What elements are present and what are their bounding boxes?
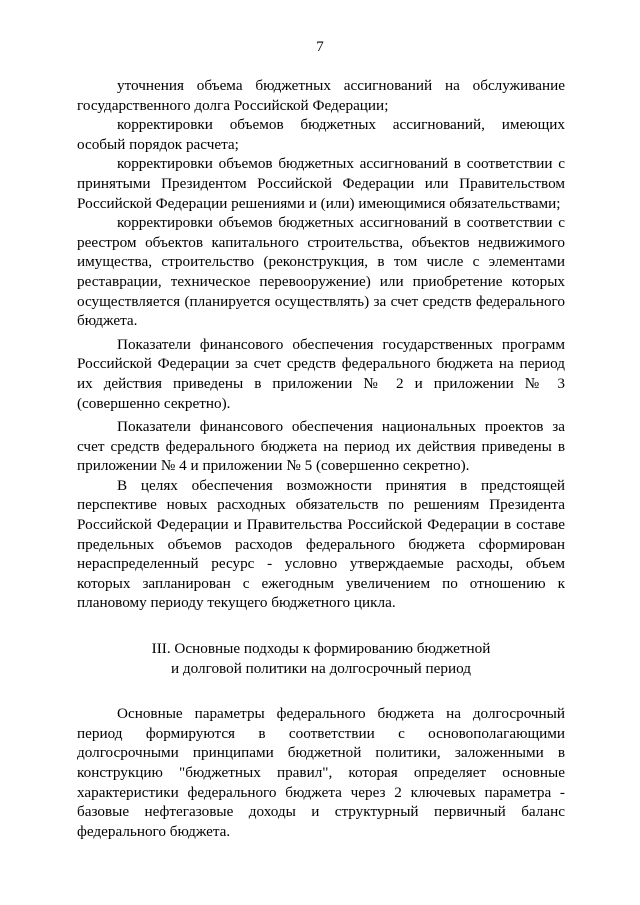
paragraph-national-projects: Показатели финансового обеспечения национальных проектов за счет средств федерального бюджета на период их действия приведены в приложении № 4 и приложении № 5 (совершенно секретно). (77, 418, 565, 475)
paragraph-president-decisions: корректировки объемов бюджетных ассигнований в соответствии с принятыми Президентом Российской Федерации или Правительством Российской Федерации решениями и (или) имеющимися обязательствами; (77, 155, 565, 212)
paragraph-debt-service: уточнения объема бюджетных ассигнований на обслуживание государственного долга Российской Федерации; (77, 77, 565, 114)
page-number: 7 (316, 39, 324, 55)
section-heading-line-1: III. Основные подходы к формированию бюджетной (151, 640, 491, 658)
section-heading (77, 639, 565, 678)
body-text (77, 76, 565, 841)
paragraph-capital-construction: корректировки объемов бюджетных ассигнований в соответствии с реестром объектов капитального строительства, объектов недвижимого имущества, строительство (реконструкция, в том числе с элементами реставрации, техническое перевооружение) или приобретение которых осуществляется (планируется осуществлять) за счет средств федерального бюджета. (77, 214, 565, 330)
paragraph-state-programs: Показатели финансового обеспечения государственных программ Российской Федерации за счет средств федерального бюджета на период их действия приведены в приложении № 2 и приложении № 3 (совершенно секретно). (77, 335, 565, 412)
paragraph-unallocated-resource: В целях обеспечения возможности принятия в предстоящей перспективе новых расходных обязательств по решениям Президента Российской Федерации и Правительства Российской Федерации в составе предельных объемов расходов федерального бюджета сформирован нераспределенный ресурс - условно утверждаемые расходы, объем которых запланирован с ежегодным увеличением по отношению к плановому периоду текущего бюджетного цикла. (77, 476, 565, 612)
paragraph-special-calculation: корректировки объемов бюджетных ассигнований, имеющих особый порядок расчета; (77, 116, 565, 153)
section-heading-line-2: и долговой политики на долгосрочный период (170, 659, 472, 677)
paragraph-budget-rules: Основные параметры федерального бюджета на долгосрочный период формируются в соответствии с основополагающими долгосрочными принципами бюджетной политики, заложенными в конструкцию "бюджетных правил", которая определяет основные характеристики федерального бюджета через 2 ключевых параметра - базовые нефтегазовые доходы и структурный первичный баланс федерального бюджета. (77, 705, 565, 840)
